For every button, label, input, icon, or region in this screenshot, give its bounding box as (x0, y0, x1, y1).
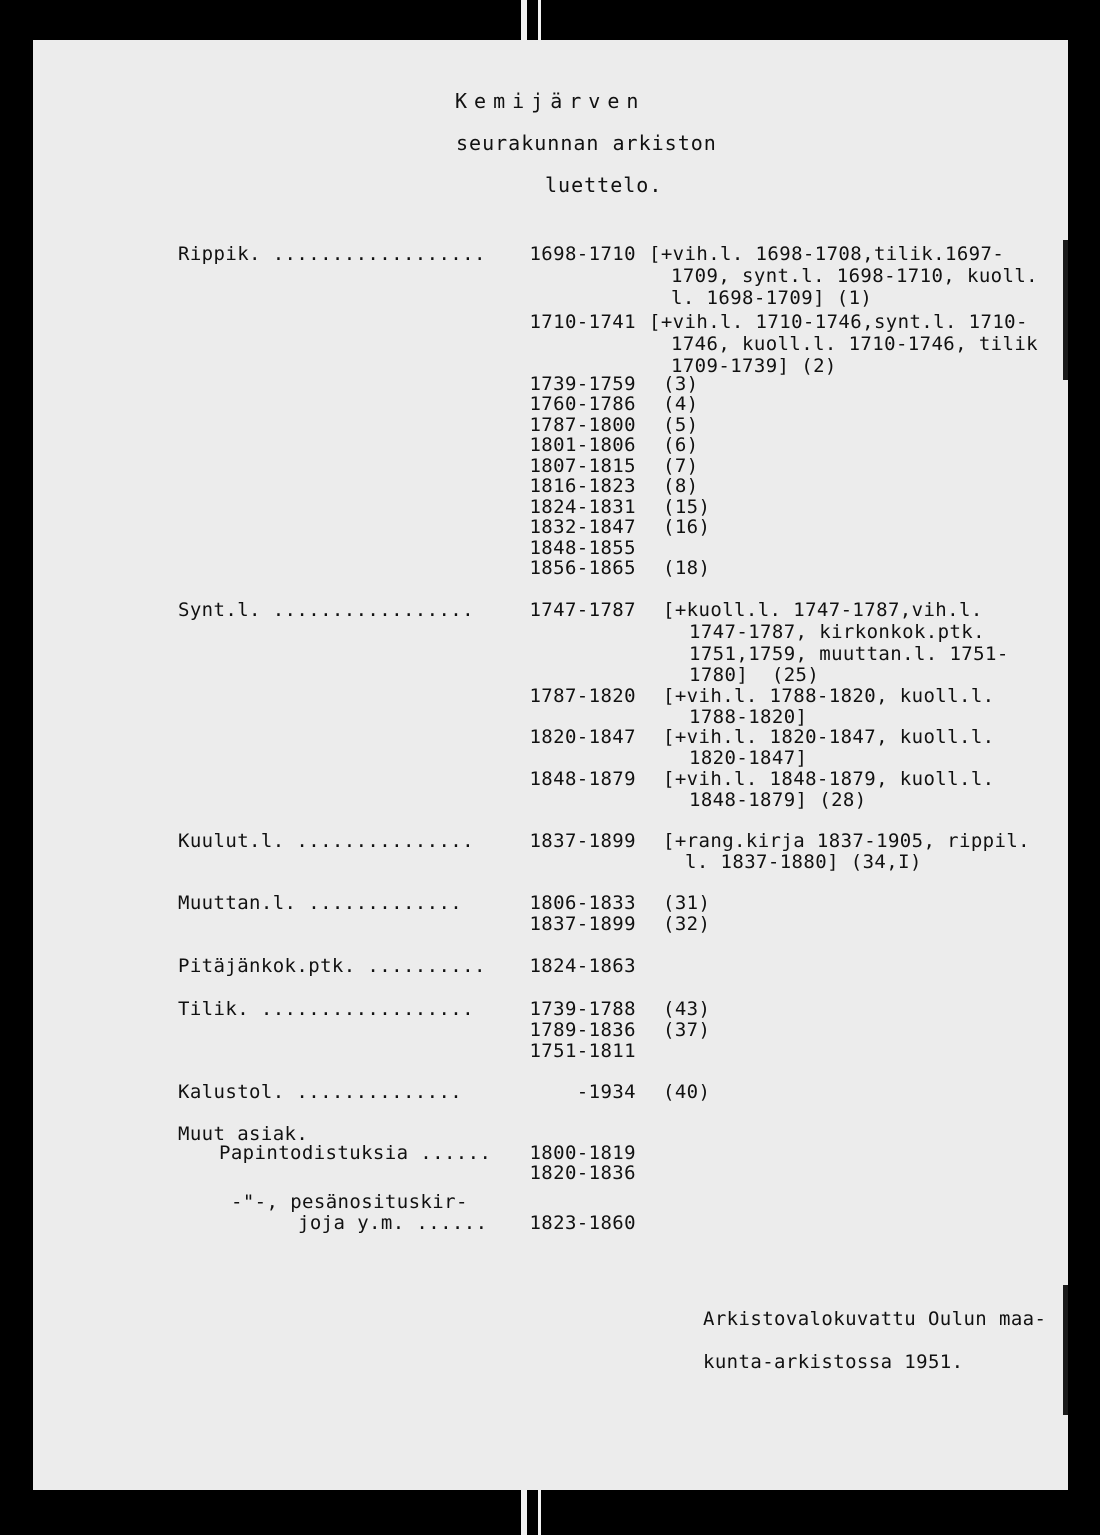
reference-number: (7) (663, 455, 699, 477)
year-range: 1787-1800 (529, 414, 636, 436)
reference-number: (32) (663, 913, 711, 935)
subcategory-pesanosituskirjoja-line2: joja y.m. ...... (298, 1212, 488, 1234)
year-range: 1801-1806 (529, 434, 636, 456)
category-synt: Synt.l. ................. (178, 599, 474, 621)
year-range: 1710-1741 (529, 311, 636, 333)
note-line: [+kuoll.l. 1747-1787,vih.l. (663, 599, 983, 621)
note-line: 1780] (25) (689, 664, 820, 686)
year-range: 1747-1787 (529, 599, 636, 621)
year-range: 1848-1855 (529, 537, 636, 559)
archive-note-line1: Arkistovalokuvattu Oulun maa- (703, 1308, 1047, 1330)
year-range: 1806-1833 (529, 892, 636, 914)
note-line: [+vih.l. 1710-1746,synt.l. 1710- (649, 311, 1028, 333)
document-title: Kemijärven (455, 89, 646, 113)
year-range: 1824-1863 (529, 955, 636, 977)
note-line: 1709, synt.l. 1698-1710, kuoll. (671, 265, 1039, 287)
note-line: 1709-1739] (2) (671, 355, 837, 377)
reference-number: (8) (663, 475, 699, 497)
document-subtitle: seurakunnan arkiston (456, 131, 717, 155)
year-range: 1739-1788 (529, 998, 636, 1020)
year-range: 1739-1759 (529, 373, 636, 395)
reference-number: (4) (663, 393, 699, 415)
reference-number: (3) (663, 373, 699, 395)
subcategory-pesanosituskirjoja: -"-, pesänosituskir- (231, 1191, 468, 1213)
reference-number: (6) (663, 434, 699, 456)
reference-number: (43) (663, 998, 711, 1020)
year-range: 1832-1847 (529, 516, 636, 538)
note-line: 1751,1759, muuttan.l. 1751- (689, 643, 1009, 665)
category-rippik: Rippik. .................. (178, 243, 486, 265)
note-line: 1747-1787, kirkonkok.ptk. (689, 621, 985, 643)
reference-number: (18) (663, 557, 711, 579)
note-line: l. 1837-1880] (34,I) (685, 851, 922, 873)
year-range: 1837-1899 (529, 913, 636, 935)
note-line: [+vih.l. 1848-1879, kuoll.l. (663, 768, 995, 790)
year-range: 1824-1831 (529, 496, 636, 518)
subcategory-papintodistuksia: Papintodistuksia ...... (219, 1142, 492, 1164)
archive-note-line2: kunta-arkistossa 1951. (703, 1351, 964, 1373)
note-line: 1788-1820] (689, 706, 808, 728)
year-range: 1820-1836 (529, 1162, 636, 1184)
note-line: [+rang.kirja 1837-1905, rippil. (663, 830, 1031, 852)
year-range: 1820-1847 (529, 726, 636, 748)
note-line: l. 1698-1709] (1) (671, 287, 873, 309)
reference-number: (15) (663, 496, 711, 518)
category-kalustol: Kalustol. .............. (178, 1081, 463, 1103)
year-range: 1856-1865 (529, 557, 636, 579)
year-range: 1807-1815 (529, 455, 636, 477)
note-line: [+vih.l. 1698-1708,tilik.1697- (649, 243, 1005, 265)
reference-number: (37) (663, 1019, 711, 1041)
document-page (33, 40, 1068, 1490)
year-range: 1698-1710 (529, 243, 636, 265)
category-muuttan: Muuttan.l. ............. (178, 892, 463, 914)
year-range: 1787-1820 (529, 685, 636, 707)
scan-edge-shadow (1063, 1285, 1068, 1415)
category-tilik: Tilik. .................. (178, 998, 474, 1020)
year-range: -1934 (576, 1081, 636, 1103)
category-pitajankok: Pitäjänkok.ptk. .......... (178, 955, 486, 977)
year-range: 1823-1860 (529, 1212, 636, 1234)
note-line: 1820-1847] (689, 747, 808, 769)
year-range: 1816-1823 (529, 475, 636, 497)
year-range: 1751-1811 (529, 1040, 636, 1062)
scan-edge-shadow (1063, 240, 1068, 380)
year-range: 1800-1819 (529, 1142, 636, 1164)
reference-number: (31) (663, 892, 711, 914)
reference-number: (16) (663, 516, 711, 538)
year-range: 1848-1879 (529, 768, 636, 790)
note-line: [+vih.l. 1788-1820, kuoll.l. (663, 685, 995, 707)
note-line: 1848-1879] (28) (689, 789, 867, 811)
note-line: [+vih.l. 1820-1847, kuoll.l. (663, 726, 995, 748)
category-muut: Muut asiak. (178, 1123, 309, 1145)
category-kuulut: Kuulut.l. ............... (178, 830, 474, 852)
reference-number: (5) (663, 414, 699, 436)
year-range: 1837-1899 (529, 830, 636, 852)
note-line: 1746, kuoll.l. 1710-1746, tilik (671, 333, 1039, 355)
reference-number: (40) (663, 1081, 711, 1103)
year-range: 1789-1836 (529, 1019, 636, 1041)
document-subtitle-2: luettelo. (545, 173, 663, 197)
year-range: 1760-1786 (529, 393, 636, 415)
